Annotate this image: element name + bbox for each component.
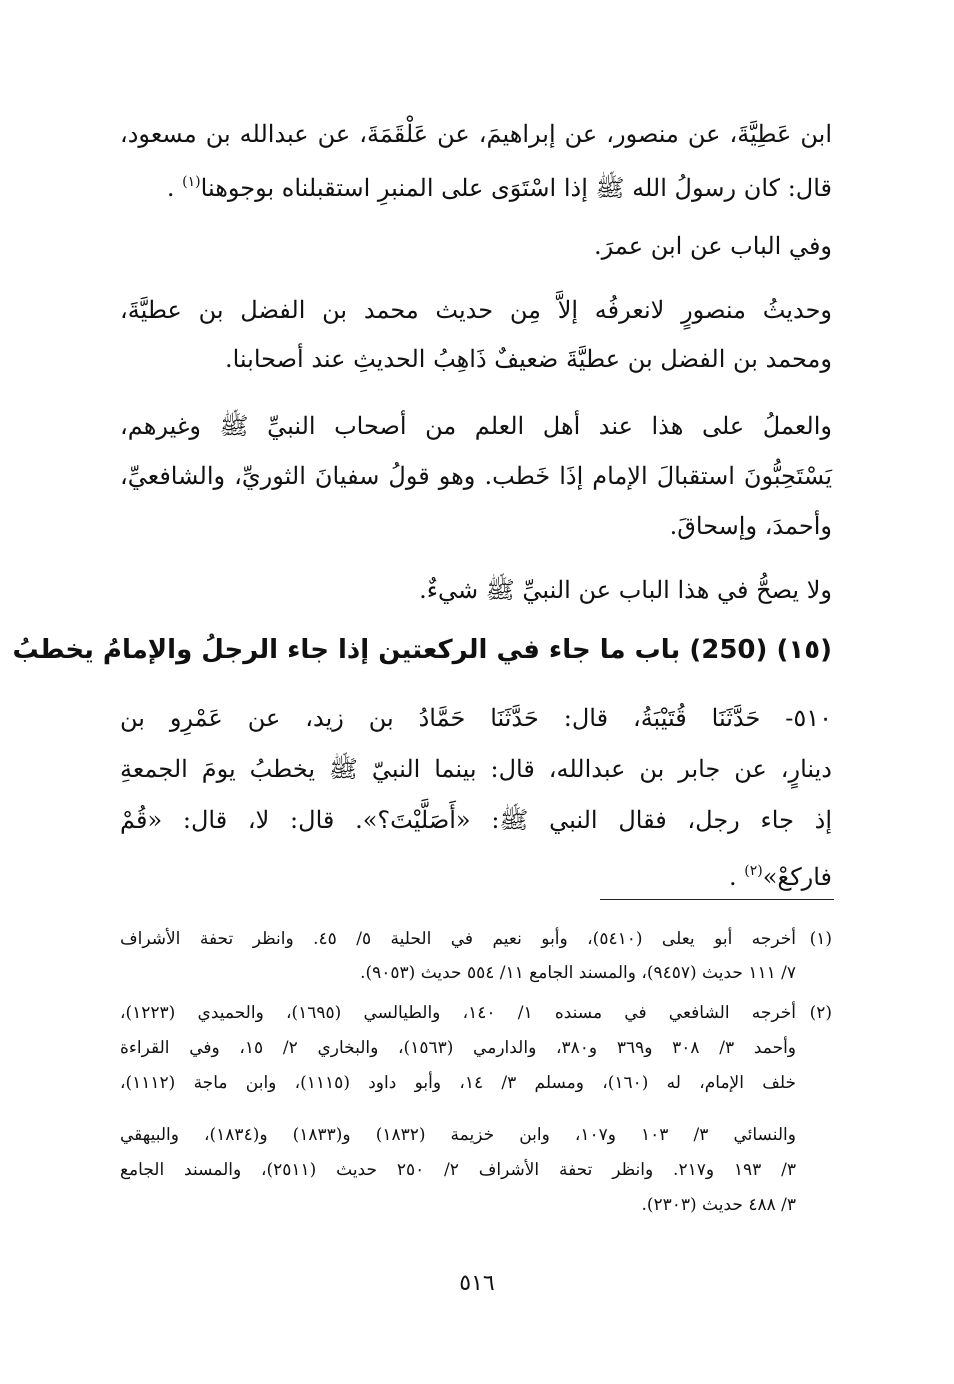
page-number: ٥١٦ [459,1271,495,1296]
text-line: ومحمد بن الفضل بن عطيَّةَ ضعيفٌ ذَاهِبُ الحديثِ عند أصحابنا. [224,345,832,373]
footnote-line: خلف الإمام، له (١٦٠)، ومسلم ٣/ ١٤، وأبو داود (١١١٥)، وابن ماجة (١١١٢)، [120,1073,796,1093]
footnote-line: أخرجه الشافعي في مسنده ١/ ١٤٠، والطيالسي (١٦٩٥)، والحميدي (١٢٢٣)، [120,1003,796,1023]
footnote-line: ٣/ ٤٨٨ حديث (٢٣٠٣). [641,1195,796,1215]
footnote-line: ٣/ ١٩٣ و٢١٧. وانظر تحفة الأشراف ٢/ ٢٥٠ حديث (٢٥١١)، والمسند الجامع [120,1160,796,1180]
text-line [120,845,832,897]
text-line: وحديثُ منصورٍ لانعرفُه إلاَّ مِن حديث محمد بن الفضل بن عطيَّةَ، [120,296,832,324]
text-segment: . [166,174,183,202]
footnote-reference: (٢) [744,863,763,879]
text-line: دينارٍ، عن جابر بن عبدالله، قال: بينما النبيّ ﷺ يخطبُ يومَ الجمعةِ [120,755,832,783]
footnote-number: (١) [809,929,832,949]
text-segment: قال: كان رسولُ الله ﷺ إذا اسْتَوَى على المنبرِ استقبلناه بوجوهنا [200,174,832,202]
footnote-line: والنسائي ٣/ ١٠٣ و١٠٧، وابن خزيمة (١٨٣٢) و(١٨٣٣) و(١٨٣٤)، والبيهقي [120,1125,796,1145]
footnote-number: (٢) [809,1003,832,1023]
text-line [120,156,832,208]
chapter-heading: (١٥) (250) باب ما جاء في الركعتين إذا جاء الرجلُ والإمامُ يخطبُ [12,635,832,665]
text-line: وفي الباب عن ابن عمرَ. [594,232,832,260]
text-line: والعملُ على هذا عند أهل العلم من أصحاب النبيِّ ﷺ وغيرهم، [120,412,832,440]
footnote-line: أخرجه أبو يعلى (٥٤١٠)، وأبو نعيم في الحلية ٥/ ٤٥. وانظر تحفة الأشراف [120,929,796,949]
text-line: ولا يصحُّ في هذا الباب عن النبيِّ ﷺ شيءٌ. [419,576,832,604]
text-line: ٥١٠- حَدَّثَنَا قُتَيْبَةُ، قال: حَدَّثَنَا حَمَّادُ بن زيد، عن عَمْرِو بن [120,704,832,732]
footnote-line: وأحمد ٣/ ٣٠٨ و٣٦٩ و٣٨٠، والدارمي (١٥٦٣)، والبخاري ٢/ ١٥، وفي القراءة [120,1038,797,1058]
footnote-reference: (١) [182,174,201,190]
text-segment: فاركعْ» [762,863,832,891]
footnote-line: ٧/ ١١١ حديث (٩٤٥٧)، والمسند الجامع ١١/ ٥٥٤ حديث (٩٠٥٣). [360,963,796,983]
text-segment: . [729,863,745,891]
text-line: إذ جاء رجل، فقال النبي ﷺ: «أَصَلَّيْتَ؟». قال: لا، قال: «قُمْ [120,806,832,834]
text-line: وأحمدَ، وإسحاقَ. [669,512,832,540]
text-line: يَسْتَحِبُّونَ استقبالَ الإمام إذَا خَطب. وهو قولُ سفيانَ الثوريِّ، والشافعيِّ، [120,462,832,490]
footnote-divider [600,899,834,900]
text-line: ابن عَطِيَّةَ، عن منصور، عن إبراهيمَ، عن عَلْقَمَةَ، عن عبدالله بن مسعود، [120,120,832,148]
